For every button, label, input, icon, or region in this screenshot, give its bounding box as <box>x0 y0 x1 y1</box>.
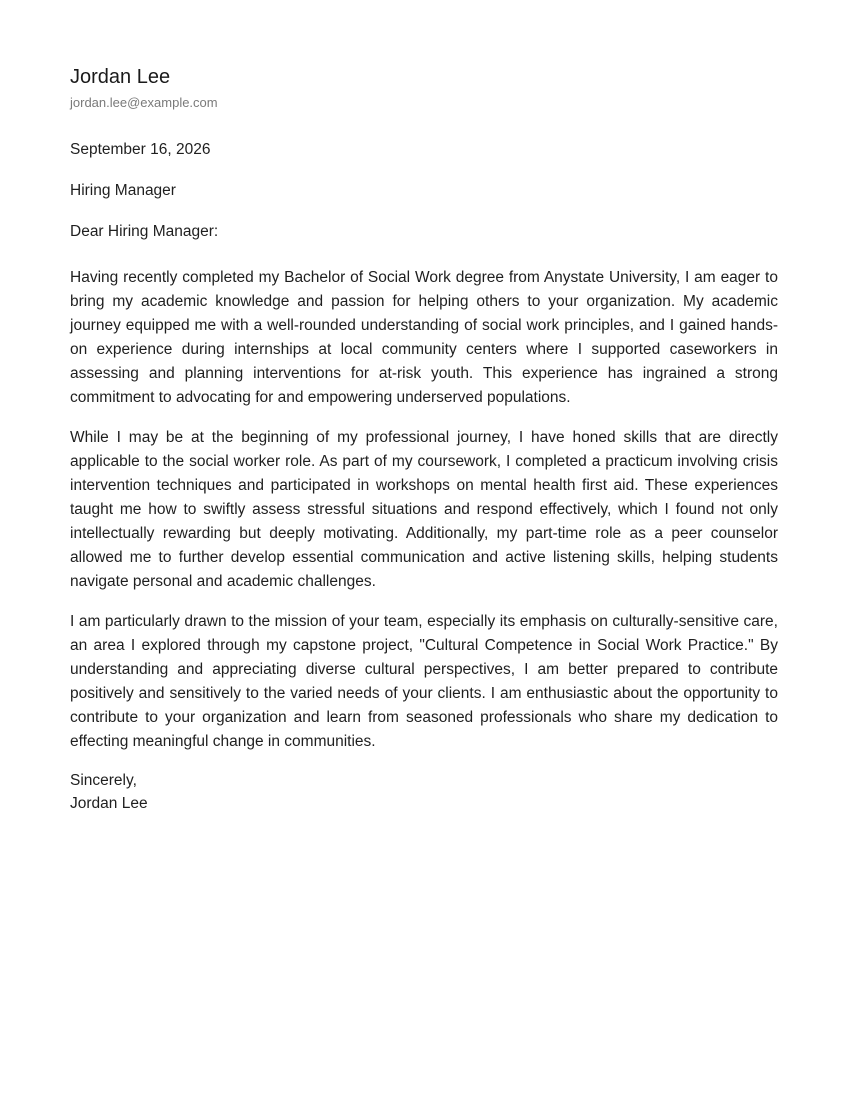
sender-email: jordan.lee@example.com <box>70 95 218 110</box>
salutation: Dear Hiring Manager: <box>70 223 219 240</box>
body-paragraph-1: Having recently completed my Bachelor of Social Work degree from Anystate University, I am eager to bring my academic knowledge and passion for helping others to your organization. My academic journey equipped me with a well-rounded understanding of social work principles, and I gained hands-on experience during internships at local community centers where I supported caseworkers in assessing and planning interventions for at-risk youth. This experience has ingrained a strong commitment to advocating for and empowering underserved populations. <box>70 269 778 406</box>
signature: Jordan Lee <box>70 795 148 812</box>
recipient: Hiring Manager <box>70 182 176 199</box>
body-paragraph-2: While I may be at the beginning of my professional journey, I have honed skills that are directly applicable to the social worker role. As part of my coursework, I completed a practicum involving crisis intervention techniques and participated in workshops on mental health first aid. These experiences taught me how to swiftly assess stressful situations and respond effectively, which I found not only intellectually rewarding but deeply motivating. Additionally, my part-time role as a peer counselor allowed me to further develop essential communication and active listening skills, helping students navigate personal and academic challenges. <box>70 429 778 590</box>
body-paragraph-3: I am particularly drawn to the mission of your team, especially its emphasis on culturally-sensitive care, an area I explored through my capstone project, "Cultural Competence in Social Work Practice." By understanding and appreciating diverse cultural perspectives, I am better prepared to contribute positively and sensitively to the varied needs of your clients. I am enthusiastic about the opportunity to contribute to your organization and learn from seasoned professionals who share my dedication to effecting meaningful change in communities. <box>70 613 778 750</box>
closing: Sincerely, <box>70 772 137 789</box>
sender-name: Jordan Lee <box>70 66 171 88</box>
cover-letter <box>70 64 778 815</box>
letter-date: September 16, 2026 <box>70 141 211 158</box>
